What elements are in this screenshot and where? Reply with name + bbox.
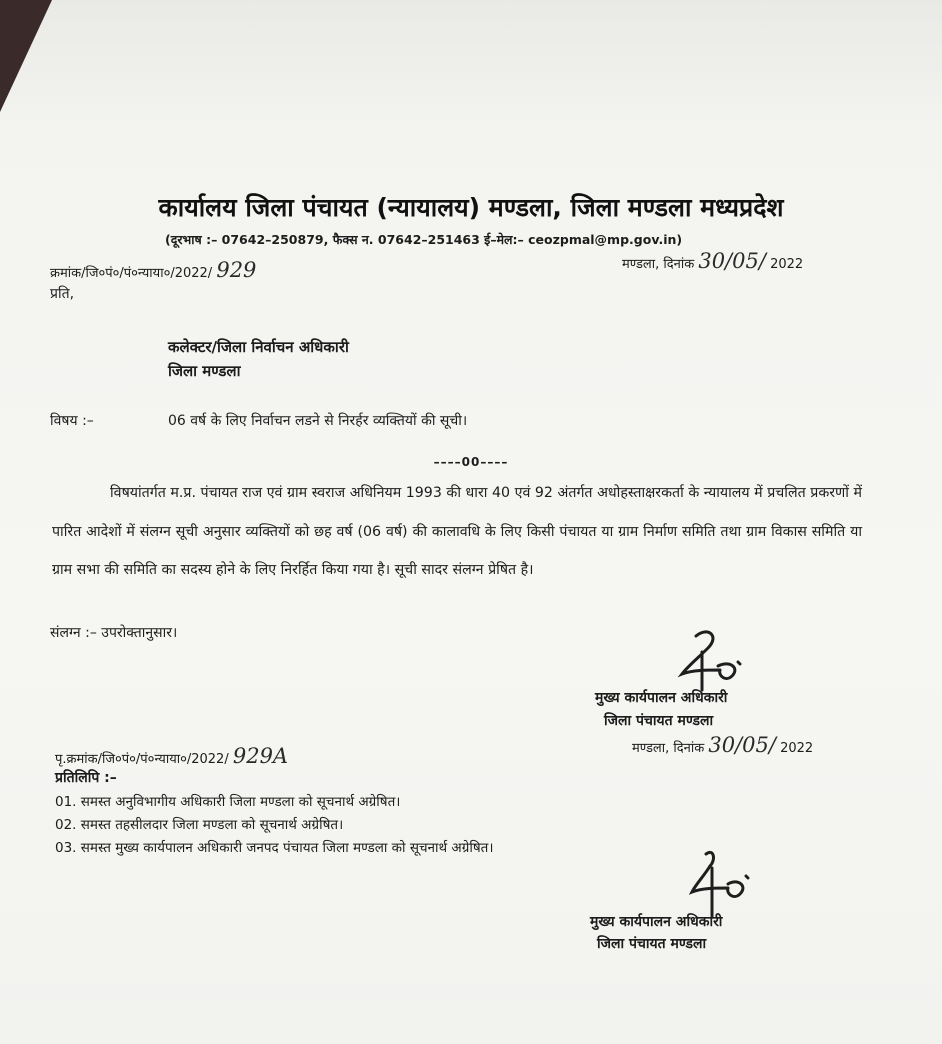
- copy-reference-number: [55, 744, 288, 768]
- copy-reference-prefix: पृ.क्रमांक/जि०पं०/पं०न्याया०/2022/: [55, 752, 229, 767]
- enclosure-note: संलग्न :– उपरोक्तानुसार।: [50, 625, 178, 641]
- copy-to-label: प्रतिलिपि :–: [55, 770, 117, 786]
- date-prefix: मण्डला, दिनांक: [632, 741, 705, 756]
- handwritten-reference-number: 929: [216, 258, 257, 282]
- contact-details: (दूरभाष :– 07642–250879, फैक्स न. 07642–251463 ई–मेल:– ceozpmal@mp.gov.in): [165, 232, 683, 247]
- reference-number: [50, 258, 256, 282]
- date-year: 2022: [770, 257, 804, 272]
- handwritten-copy-reference-number: 929A: [232, 744, 289, 768]
- page-corner-shadow: [0, 0, 52, 112]
- copy-to-item: 02. समस्त तहसीलदार जिला मण्डला को सूचनार्थ अग्रेषित।: [55, 817, 344, 833]
- letter-date: [622, 249, 803, 273]
- copy-to-item: 03. समस्त मुख्य कार्यपालन अधिकारी जनपद पंचायत जिला मण्डला को सूचनार्थ अग्रेषित।: [55, 840, 494, 856]
- signatory-2-designation: मुख्य कार्यपालन अधिकारी: [590, 914, 723, 930]
- signature-1: [668, 626, 748, 696]
- subject-text: 06 वर्ष के लिए निर्वाचन लडने से निरर्हर व्यक्तियों की सूची।: [168, 413, 468, 429]
- date-year: 2022: [780, 741, 814, 756]
- copy-to-item: 01. समस्त अनुविभागीय अधिकारी जिला मण्डला को सूचनार्थ अग्रेषित।: [55, 794, 401, 810]
- signatory-2-office: जिला पंचायत मण्डला: [597, 936, 707, 952]
- addressee-line-2: जिला मण्डला: [168, 362, 241, 380]
- signatory-1-date: [632, 733, 813, 757]
- date-prefix: मण्डला, दिनांक: [622, 257, 695, 272]
- signature-2: [676, 846, 756, 922]
- handwritten-date: 30/05/: [698, 249, 766, 273]
- to-label: प्रति,: [50, 286, 75, 302]
- addressee-line-1: कलेक्टर/जिला निर्वाचन अधिकारी: [168, 338, 349, 356]
- subject-label: विषय :–: [50, 413, 94, 429]
- signatory-1-office: जिला पंचायत मण्डला: [604, 713, 714, 729]
- reference-prefix: क्रमांक/जि०पं०/पं०न्याया०/2022/: [50, 266, 213, 281]
- office-title: कार्यालय जिला पंचायत (न्यायालय) मण्डला, जिला मण्डला मध्यप्रदेश: [158, 193, 784, 222]
- handwritten-date: 30/05/: [708, 733, 776, 757]
- signatory-1-designation: मुख्य कार्यपालन अधिकारी: [595, 690, 728, 706]
- separator: ––––00––––: [433, 455, 509, 469]
- body-paragraph: विषयांतर्गत म.प्र. पंचायत राज एवं ग्राम स्वराज अधिनियम 1993 की धारा 40 एवं 92 अंतर्गत अधोहस्ताक्षरकर्ता के न्यायालय में प्रचलित प्रकरणों में पारित आदेशों में संलग्न सूची अनुसार व्यक्तियों को छह वर्ष (06 वर्ष) की कालावधि के लिए किसी पंचायत या ग्राम निर्माण समिति तथा ग्राम विकास समिति या ग्राम सभा की समिति का सदस्य होने के लिए निरर्हित किया गया है। सूची सादर संलग्न प्रेषित है।: [52, 485, 862, 578]
